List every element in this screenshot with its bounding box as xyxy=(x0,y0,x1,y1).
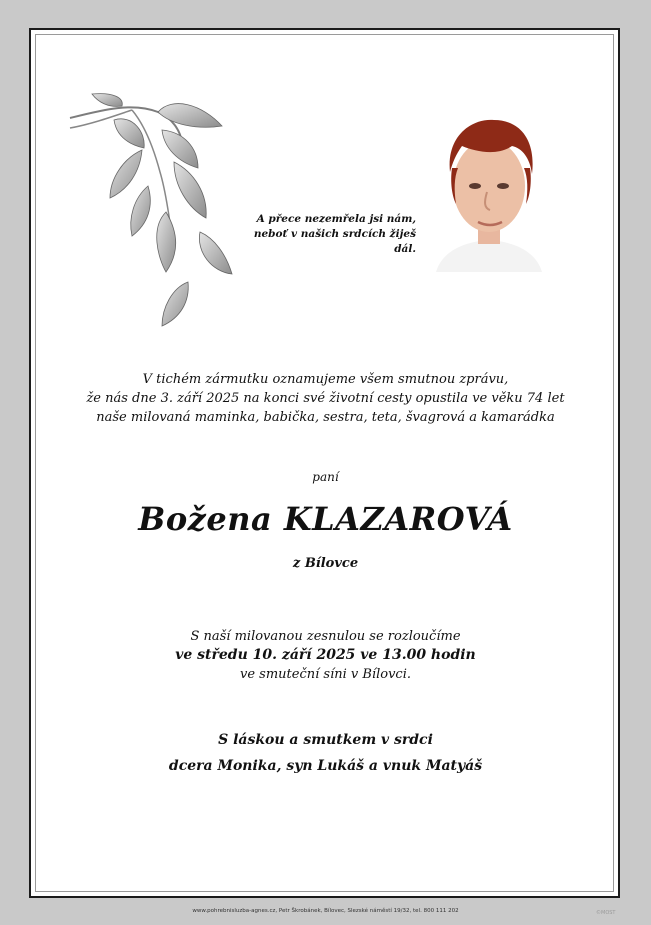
announcement-text xyxy=(0,370,651,427)
leaf-branch-illustration xyxy=(62,82,242,332)
funeral-date-time: ve středu 10. září 2025 ve 13.00 hodin xyxy=(175,647,476,663)
mourners-line: dcera Monika, syn Lukáš a vnuk Matyáš xyxy=(168,758,483,774)
corner-mark: ©MOST xyxy=(596,910,616,916)
motto-line-1: A přece nezemřela jsi nám, xyxy=(256,213,416,225)
funeral-location: ve smuteční síni v Bílovci. xyxy=(240,667,411,682)
closing-line: S láskou a smutkem v srdci xyxy=(218,732,433,748)
deceased-name: Božena KLAZAROVÁ xyxy=(138,500,513,538)
funeral-line-1: S naší milovanou zesnulou se rozloučíme xyxy=(190,629,461,644)
memorial-motto xyxy=(236,212,416,257)
portrait-photo xyxy=(432,112,546,272)
funeral-info xyxy=(0,627,651,684)
hometown: z Bílovce xyxy=(292,556,359,571)
funeral-service-footer: www.pohrebnisluzba-agnes.cz, Petr Škrobánek, Bílovec, Slezské náměstí 19/32, tel. 800 111 202 xyxy=(192,908,459,914)
title-word: paní xyxy=(312,470,339,484)
intro-line-1: V tichém zármutku oznamujeme všem smutnou zprávu, xyxy=(142,372,509,387)
motto-line-2: neboť v našich srdcích žiješ dál. xyxy=(253,228,416,255)
intro-line-3: naše milovaná maminka, babička, sestra, teta, švagrová a kamarádka xyxy=(96,410,555,425)
intro-line-2: že nás dne 3. září 2025 na konci své životní cesty opustila ve věku 74 let xyxy=(86,391,565,406)
